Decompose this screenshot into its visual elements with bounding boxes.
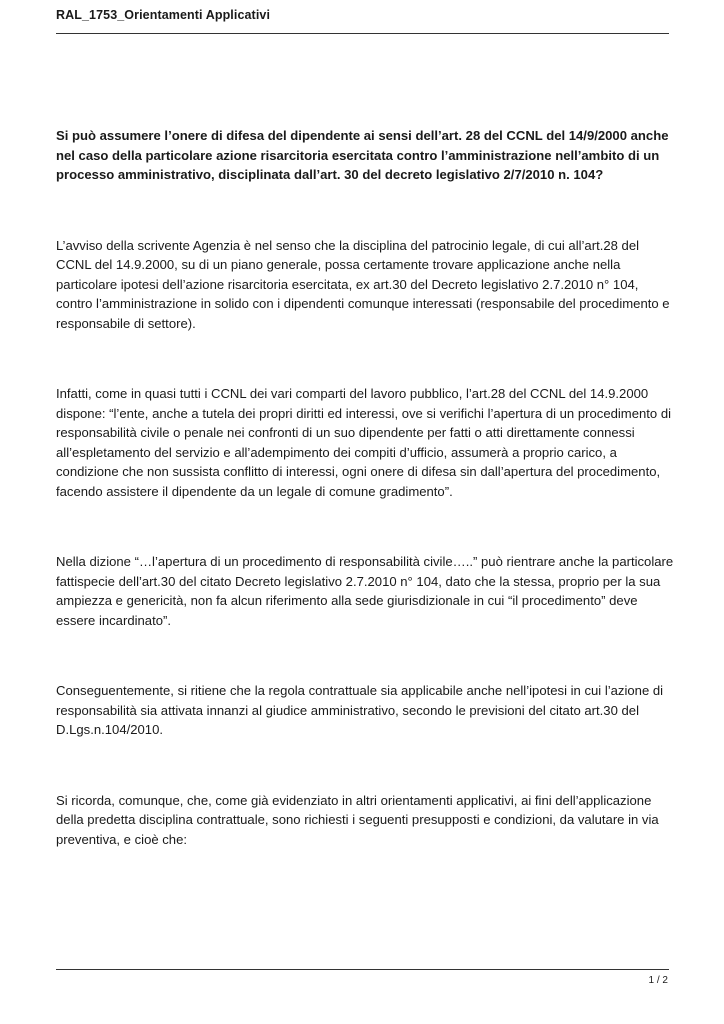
paragraph-2: Infatti, come in quasi tutti i CCNL dei vari comparti del lavoro pubblico, l’art.28 del CCNL del 14.9.2000 dispone: “l’ente, anche a tutela dei propri diritti ed interessi, ove si verifichi l’apertura di un procedimento di responsabilità civile o penale nei confronti di un suo dipendente per fatti o atti direttamente connessi all’espletamento del servizio e all’adempimento dei compiti d’ufficio, assumerà a proprio carico, a condizione che non sussista conflitto di interessi, ogni onere di difesa sin dall’apertura del procedimento, facendo assistere il dipendente da un legale di comune gradimento”. <box>56 386 672 499</box>
document-header-title: RAL_1753_Orientamenti Applicativi <box>56 8 271 22</box>
paragraph-3: Nella dizione “…l’apertura di un procedimento di responsabilità civile…..” può rientrare anche la particolare fattispecie dell’art.30 del citato Decreto legislativo 2.7.2010 n° 104, dato che la stessa, proprio per la sua ampiezza e genericità, non fa alcun riferimento alla sede giurisdizionale in cui “il procedimento” deve essere incardinato”. <box>56 554 674 628</box>
footer-divider <box>56 969 669 970</box>
paragraph-1: L’avviso della scrivente Agenzia è nel senso che la disciplina del patrocinio legale, di cui all’art.28 del CCNL del 14.9.2000, su di un piano generale, possa certamente trovare applicazione anche nella particolare ipotesi dell’azione risarcitoria esercitata, ex art.30 del Decreto legislativo 2.7.2010 n° 104, contro l’amministrazione in solido con i dipendenti comunque interessati (responsabile del procedimento e responsabile di settore). <box>56 237 670 331</box>
paragraph-4: Conseguentemente, si ritiene che la regola contrattuale sia applicabile anche nell’ipotesi in cui l’azione di responsabilità sia attivata innanzi al giudice amministrativo, secondo le previsioni del citato art.30 del D.Lgs.n.104/2010. <box>56 683 664 737</box>
header-divider <box>56 33 669 34</box>
page-number: 1 / 2 <box>648 975 668 986</box>
question-heading: Si può assumere l’onere di difesa del dipendente ai sensi dell’art. 28 del CCNL del 14/9/2000 anche nel caso della particolare azione risarcitoria esercitata contro l’amministrazione nell’ambito di un processo amministrativo, disciplinata dall’art. 30 del decreto legislativo 2/7/2010 n. 104? <box>56 128 669 182</box>
document-body <box>56 126 674 849</box>
paragraph-5: Si ricorda, comunque, che, come già evidenziato in altri orientamenti applicativi, ai fini dell’applicazione della predetta disciplina contrattuale, sono richiesti i seguenti presupposti e condizioni, da valutare in via preventiva, e cioè che: <box>56 792 659 847</box>
